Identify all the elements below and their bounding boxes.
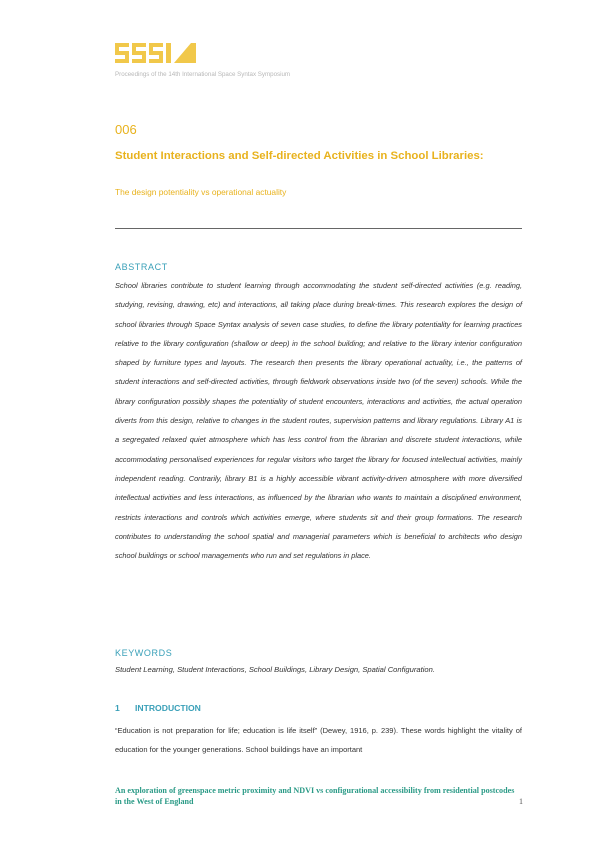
paper-subtitle: The design potentiality vs operational actuality [115, 187, 287, 197]
sss14-logo [115, 43, 197, 63]
section-number: 1 [115, 703, 120, 713]
paper-number: 006 [115, 122, 137, 137]
section-title: INTRODUCTION [135, 703, 201, 713]
abstract-text: School libraries contribute to student learning through accommodating the student self-directed activities (e.g. reading, studying, revising, drawing, etc) and interactions, all taking place during break-times. This research explores the design of school libraries through Space Syntax analysis of seven case studies, to define the library potentiality for learning practices relative to the library configuration (shallow or deep) in the school building; and relative to the library interior configuration shaped by furniture types and layouts. The research then presents the library operational actuality, i.e., the patterns of student interactions and self-directed activities, through fieldwork observations inside two (of the seven) schools. While the library configuration possibly shapes the potentiality of student encounters, interactions and activities, the actual operation diverts from this design, relative to changes in the student routes, supervision patterns and library regulations. Library A1 is a segregated relaxed quiet atmosphere which has less control from the librarian and discrete student interactions, while accommodating personalised experiences for regular visitors who target the library for focused intellectual activities, mainly independent reading. Contrarily, library B1 is a highly accessible vibrant activity-driven atmosphere with more diversified intellectual activities and less interactions, as influenced by the librarian who wants to maintain a disciplined environment, restricts interactions and controls which activities emerge, where students sit and their group formations. The research contributes to understanding the school spatial and managerial parameters which is beneficial to architects who design school buildings or school managements who run and set regulations in place. [115, 281, 522, 561]
abstract-heading: ABSTRACT [115, 262, 168, 272]
proceedings-line: Proceedings of the 14th International Space Syntax Symposium [115, 71, 291, 78]
keywords-heading: KEYWORDS [115, 648, 173, 658]
footer-running-title: An exploration of greenspace metric proximity and NDVI vs configurational accessibility from residential postcodes in the West of England [115, 786, 515, 806]
keywords-text: Student Learning, Student Interactions, School Buildings, Library Design, Spatial Configuration. [115, 665, 435, 674]
introduction-text: “Education is not preparation for life; education is life itself” (Dewey, 1916, p. 239). These words highlight the vitality of education for the younger generations. School buildings have an important [115, 726, 522, 754]
introduction-heading [115, 703, 201, 713]
title-divider [115, 228, 522, 229]
paper-title: Student Interactions and Self-directed Activities in School Libraries: [115, 150, 484, 162]
page-number: 1 [519, 797, 523, 806]
